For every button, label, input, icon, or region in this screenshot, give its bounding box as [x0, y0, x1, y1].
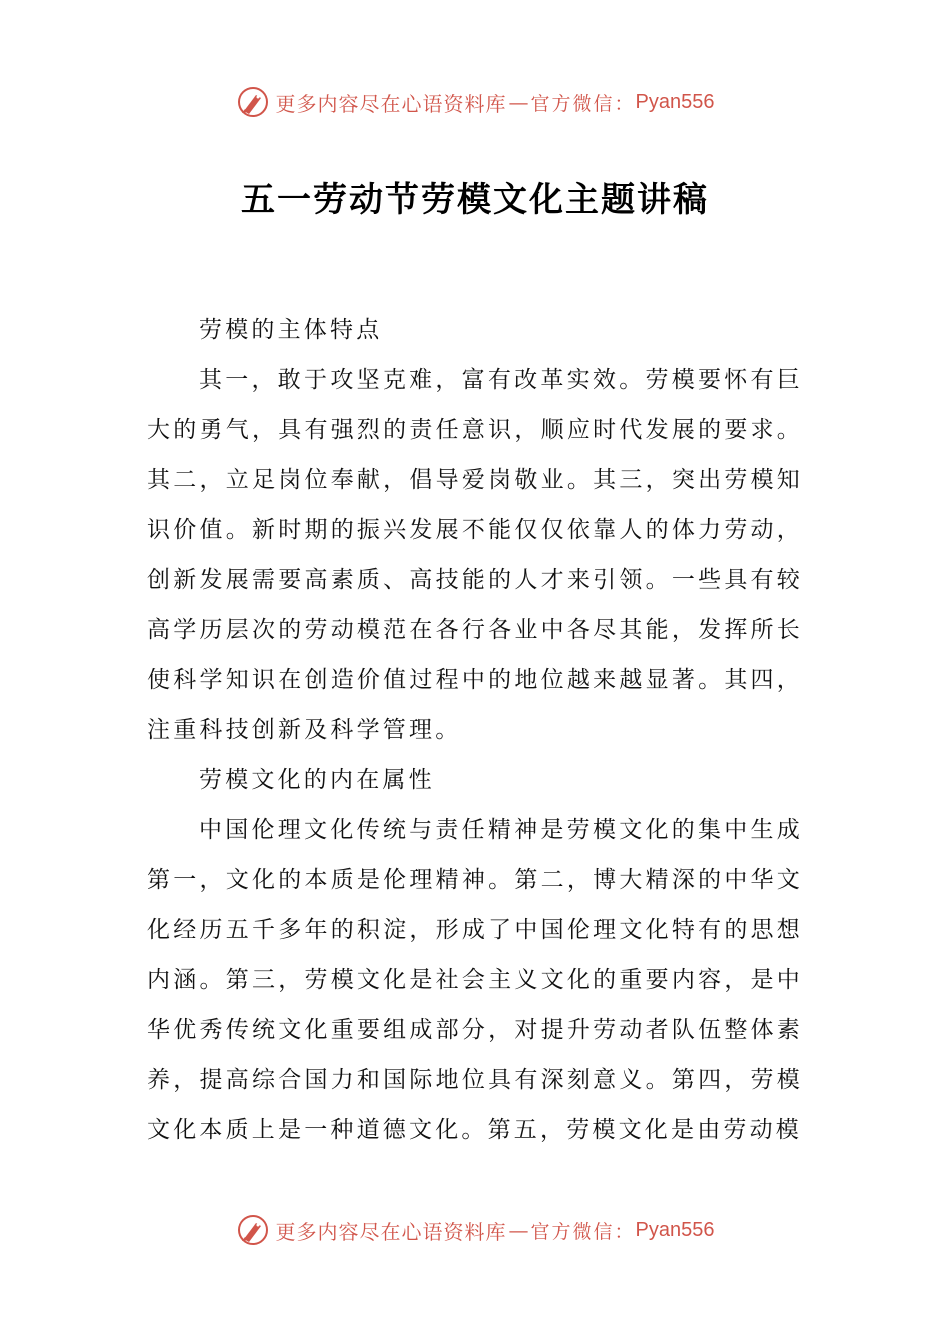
- watermark-wechat-id: Pyan556: [635, 1218, 715, 1241]
- document-body: [147, 305, 803, 1155]
- watermark-brand: 更多内容尽在心语资料库: [275, 91, 507, 116]
- watermark-wechat-label: 官方微信：: [530, 92, 636, 115]
- section-heading-2: 劳模文化的内在属性: [199, 767, 435, 793]
- watermark-dash: —: [508, 90, 529, 114]
- watermark-brand: 更多内容尽在心语资料库: [275, 1219, 507, 1244]
- footer-watermark: [0, 1210, 950, 1250]
- pen-nib-logo-icon: [236, 1213, 270, 1247]
- watermark-dash: —: [508, 1218, 529, 1242]
- watermark-wechat-id: Pyan556: [635, 90, 715, 113]
- paragraph-2: 中国伦理文化传统与责任精神是劳模文化的集中生成第一，文化的本质是伦理精神。第二，博大精深的中华文化经历五千多年的积淀，形成了中国伦理文化特有的思想内涵。第三，劳模文化是社会主义文化的重要内容，是中华优秀传统文化重要组成部分，对提升劳动者队伍整体素养，提高综合国力和国际地位具有深刻意义。第四，劳模文化本质上是一种道德文化。第五，劳模文化是由劳动模: [147, 817, 803, 1143]
- header-watermark: [0, 82, 950, 122]
- pen-nib-logo-icon: [236, 85, 270, 119]
- section-heading-1: 劳模的主体特点: [199, 317, 383, 343]
- paragraph-1: 其一，敢于攻坚克难，富有改革实效。劳模要怀有巨大的勇气，具有强烈的责任意识，顺应时代发展的要求。其二，立足岗位奉献，倡导爱岗敬业。其三，突出劳模知识价值。新时期的振兴发展不能仅仅依靠人的体力劳动，创新发展需要高素质、高技能的人才来引领。一些具有较高学历层次的劳动模范在各行各业中各尽其能，发挥所长使科学知识在创造价值过程中的地位越来越显著。其四，注重科技创新及科学管理。: [147, 367, 803, 743]
- document-title: 五一劳动节劳模文化主题讲稿: [241, 180, 709, 220]
- watermark-wechat-label: 官方微信：: [530, 1220, 636, 1243]
